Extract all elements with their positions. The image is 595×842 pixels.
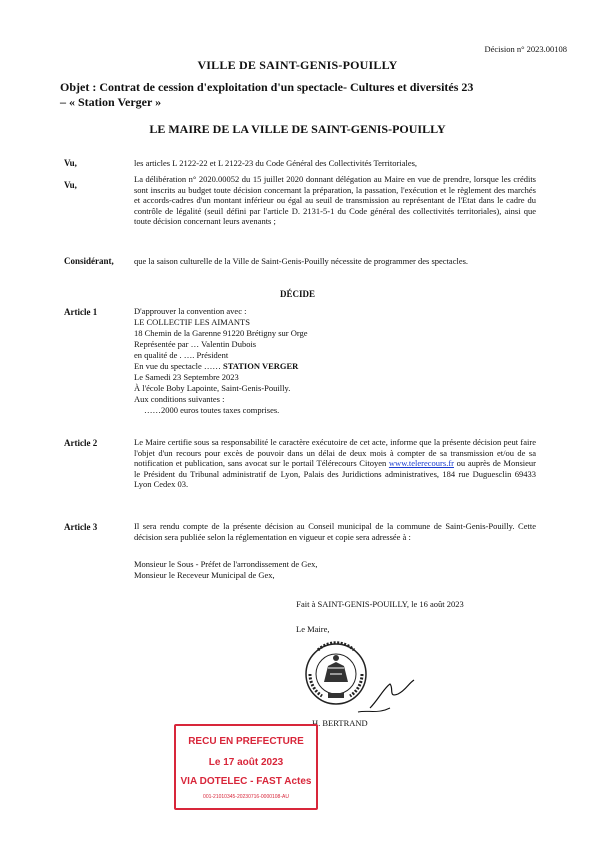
objet-heading (60, 80, 550, 110)
article-1-spectacle-line (134, 361, 536, 372)
objet-line-1: Objet : Contrat de cession d'exploitation d'un spectacle- Cultures et diversités 23 (60, 80, 474, 94)
visa-text-1: les articles L 2122-22 et L 2122-23 du Code Général des Collectivités Territoriales, (134, 158, 418, 168)
article-1-label: Article 1 (64, 307, 98, 317)
considerant-label: Considérant, (64, 256, 114, 266)
article-1-line: LE COLLECTIF LES AIMANTS (134, 317, 250, 327)
article-3-text: Il sera rendu compte de la présente décision au Conseil municipal de la commune de Saint-Genis-Pouilly. Cette décision sera publiée selon la réglementation en vigueur et copie sera adressée à : (134, 521, 536, 542)
article-1-line: En vue du spectacle …… (134, 361, 223, 371)
prefecture-reception-stamp (174, 724, 318, 810)
recipient-item: Monsieur le Receveur Municipal de Gex, (134, 570, 275, 580)
article-1-line: ……2000 euros toutes taxes comprises. (144, 405, 280, 415)
considerant-text: que la saison culturelle de la Ville de Saint-Genis-Pouilly nécessite de programmer des spectacles. (134, 256, 469, 266)
article-1-line: Le Samedi 23 Septembre 2023 (134, 372, 239, 382)
fait-a-line: Fait à SAINT-GENIS-POUILLY, le 16 août 2023 (296, 599, 464, 609)
stamp-date: Le 17 août 2023 (208, 757, 284, 768)
recipient-item: Monsieur le Sous - Préfet de l'arrondissement de Gex, (134, 559, 318, 569)
mairie-seal-icon (298, 638, 418, 722)
stamp-reference: 001-21010345-20230716-0000108-AU (203, 794, 289, 800)
article-1-line: 18 Chemin de la Garenne 91220 Brétigny sur Orge (134, 328, 308, 338)
visa-text-2: La délibération n° 2020.00052 du 15 juillet 2020 donnant délégation au Maire en vue de prendre, lorsque les crédits sont inscrits au budget toute décision concernant la préparation, la passation, l'exécution et le règlement des marchés et accords-cadres d'un montant inférieur ou égal au seuil de transmission au représentant de l'Etat dans le cadre du contrôle de légalité (seuil défini par l'article D. 2131-5-1 du Code général des collectivités territoriales), ainsi que toute décision concernant leurs avenants ; (134, 174, 536, 227)
article-1-line: en qualité de . …. Président (134, 350, 229, 360)
signatory-name: H. BERTRAND (312, 718, 368, 728)
visa-label-2: Vu, (64, 180, 77, 190)
maire-title: LE MAIRE DE LA VILLE DE SAINT-GENIS-POUILLY (149, 122, 446, 136)
article-1-line: Représentée par … Valentin Dubois (134, 339, 257, 349)
objet-line-2: – « Station Verger » (60, 95, 162, 109)
stamp-line-1: RECU EN PREFECTURE (188, 736, 304, 747)
article-1-body (134, 306, 536, 416)
article-1-line: Aux conditions suivantes : (134, 394, 225, 404)
article-2-text-end: ou auprès de Monsieur le Président du Tribunal administratif de Lyon, Palais des Juridictions administratives, 184 rue Duguesclin 69433 Lyon Cedex 03. (134, 458, 536, 490)
article-2-text-start: Le Maire certifie sous sa responsabilité le caractère exécutoire de cet acte, informe que la présente décision peut faire l'objet d'un recours pour excès de pouvoir dans un délai de deux mois à compter de sa transmission et/ou de sa notification et publication, sans avocat sur le portail Télérecours Citoyen (134, 437, 536, 469)
telerecours-link[interactable]: www.telerecours.fr (388, 458, 454, 469)
ville-title: VILLE DE SAINT-GENIS-POUILLY (197, 58, 398, 72)
article-1-line: D'approuver la convention avec : (134, 306, 247, 316)
article-1-line: À l'école Boby Lapointe, Saint-Genis-Pouilly. (134, 383, 291, 393)
spectacle-name: STATION VERGER (222, 361, 299, 371)
article-3-recipients (134, 559, 318, 581)
article-3-label: Article 3 (64, 522, 98, 532)
decide-heading: DÉCIDE (279, 289, 315, 299)
article-2-label: Article 2 (64, 438, 98, 448)
visa-label-1: Vu, (64, 158, 77, 168)
stamp-line-3: VIA DOTELEC - FAST Actes (180, 776, 312, 787)
le-maire-label: Le Maire, (296, 624, 330, 634)
article-2-text (134, 437, 536, 490)
decision-reference: Décision n° 2023.00108 (484, 44, 567, 54)
